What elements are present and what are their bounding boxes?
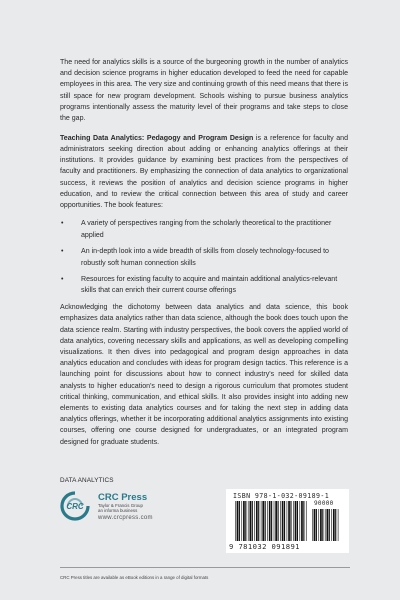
addon-barcode-bars [312,509,340,541]
publisher-name: CRC Press [98,492,148,503]
publisher-url: www.crcpress.com [98,515,153,521]
features-list [60,218,348,296]
isbn-barcode [226,489,349,553]
back-cover-blurb [60,57,348,455]
publisher-tagline [98,503,143,513]
publisher-tagline-line1: Taylor & Francis Group [98,503,143,508]
description-paragraph [60,133,348,211]
footer-divider [60,567,350,568]
ean-number: 9 781032 091891 [229,542,300,551]
publisher-tagline-line2: an informa business [98,508,138,514]
logo-mark-text: CRC [66,502,84,511]
feature-item: • A variety of perspectives ranging from the scholarly theoretical to the practitioner applied [60,218,348,240]
closing-paragraph: Acknowledging the dichotomy between data analytics and data science, this book emphasizes data analytics rather than data science, although the book does touch upon the data science realm. Starting with industry perspectives, the book covers the applied world of data analytics, covering necessary skills and applications, as well as developing compelling visualizations. It then dives into pedagogical and program design approaches in data analytics education and concludes with ideas for program design tactics. This reference is a launching point for discussions about how to connect industry's need for skilled data analysts to higher education's need to design a rigorous curriculum that promotes student critical thinking, communication, and ethical skills. It also provides insight into adding new elements to existing data analytics courses and for taking the next step in adding data analytics offerings, whether it be incorporating additional analytics assignments into existing courses, offering one course designed for undergraduates, or an integrated program designed for graduate students. [60,304,348,446]
ean-barcode-bars [235,501,307,541]
price-addon-number: 90000 [314,500,334,507]
publisher-logo [60,489,220,523]
book-title: Teaching Data Analytics: Pedagogy and Program Design [60,134,254,142]
feature-item: • An in-depth look into a wide breadth of skills from closely technology-focused to robustly soft human connection skills [60,246,348,268]
intro-paragraph: The need for analytics skills is a source of the burgeoning growth in the number of analytics and decision science programs in higher education developed to feed the need for capable employees in this area. The very size and continuing growth of this need means that there is still space for new program development. Schools wishing to pursue business analytics programs intentionally assess the maturity level of their programs and take steps to close the gap. [60,59,348,123]
description-text: is a reference for faculty and administrators seeking direction about adding or enhancing analytics offerings at their institutions. It provides guidance by examining best practices from the perspectives of faculty and practitioners. By emphasizing the connection of data analytics to organizational success, it reviews the position of analytics and decision science programs in higher education, and to review the critical connection between this area of study and career opportunities. The book features: [60,134,348,209]
crc-logo-icon [60,491,90,521]
ebook-note: CRC Press titles are available as eBook editions in a range of digital formats [60,575,209,580]
feature-item: • Resources for existing faculty to acquire and maintain additional analytics-relevant skills that can enrich their current course offerings [60,274,348,296]
subject-category: DATA ANALYTICS [60,477,114,484]
isbn-label: ISBN 978-1-032-09189-1 [233,492,330,500]
